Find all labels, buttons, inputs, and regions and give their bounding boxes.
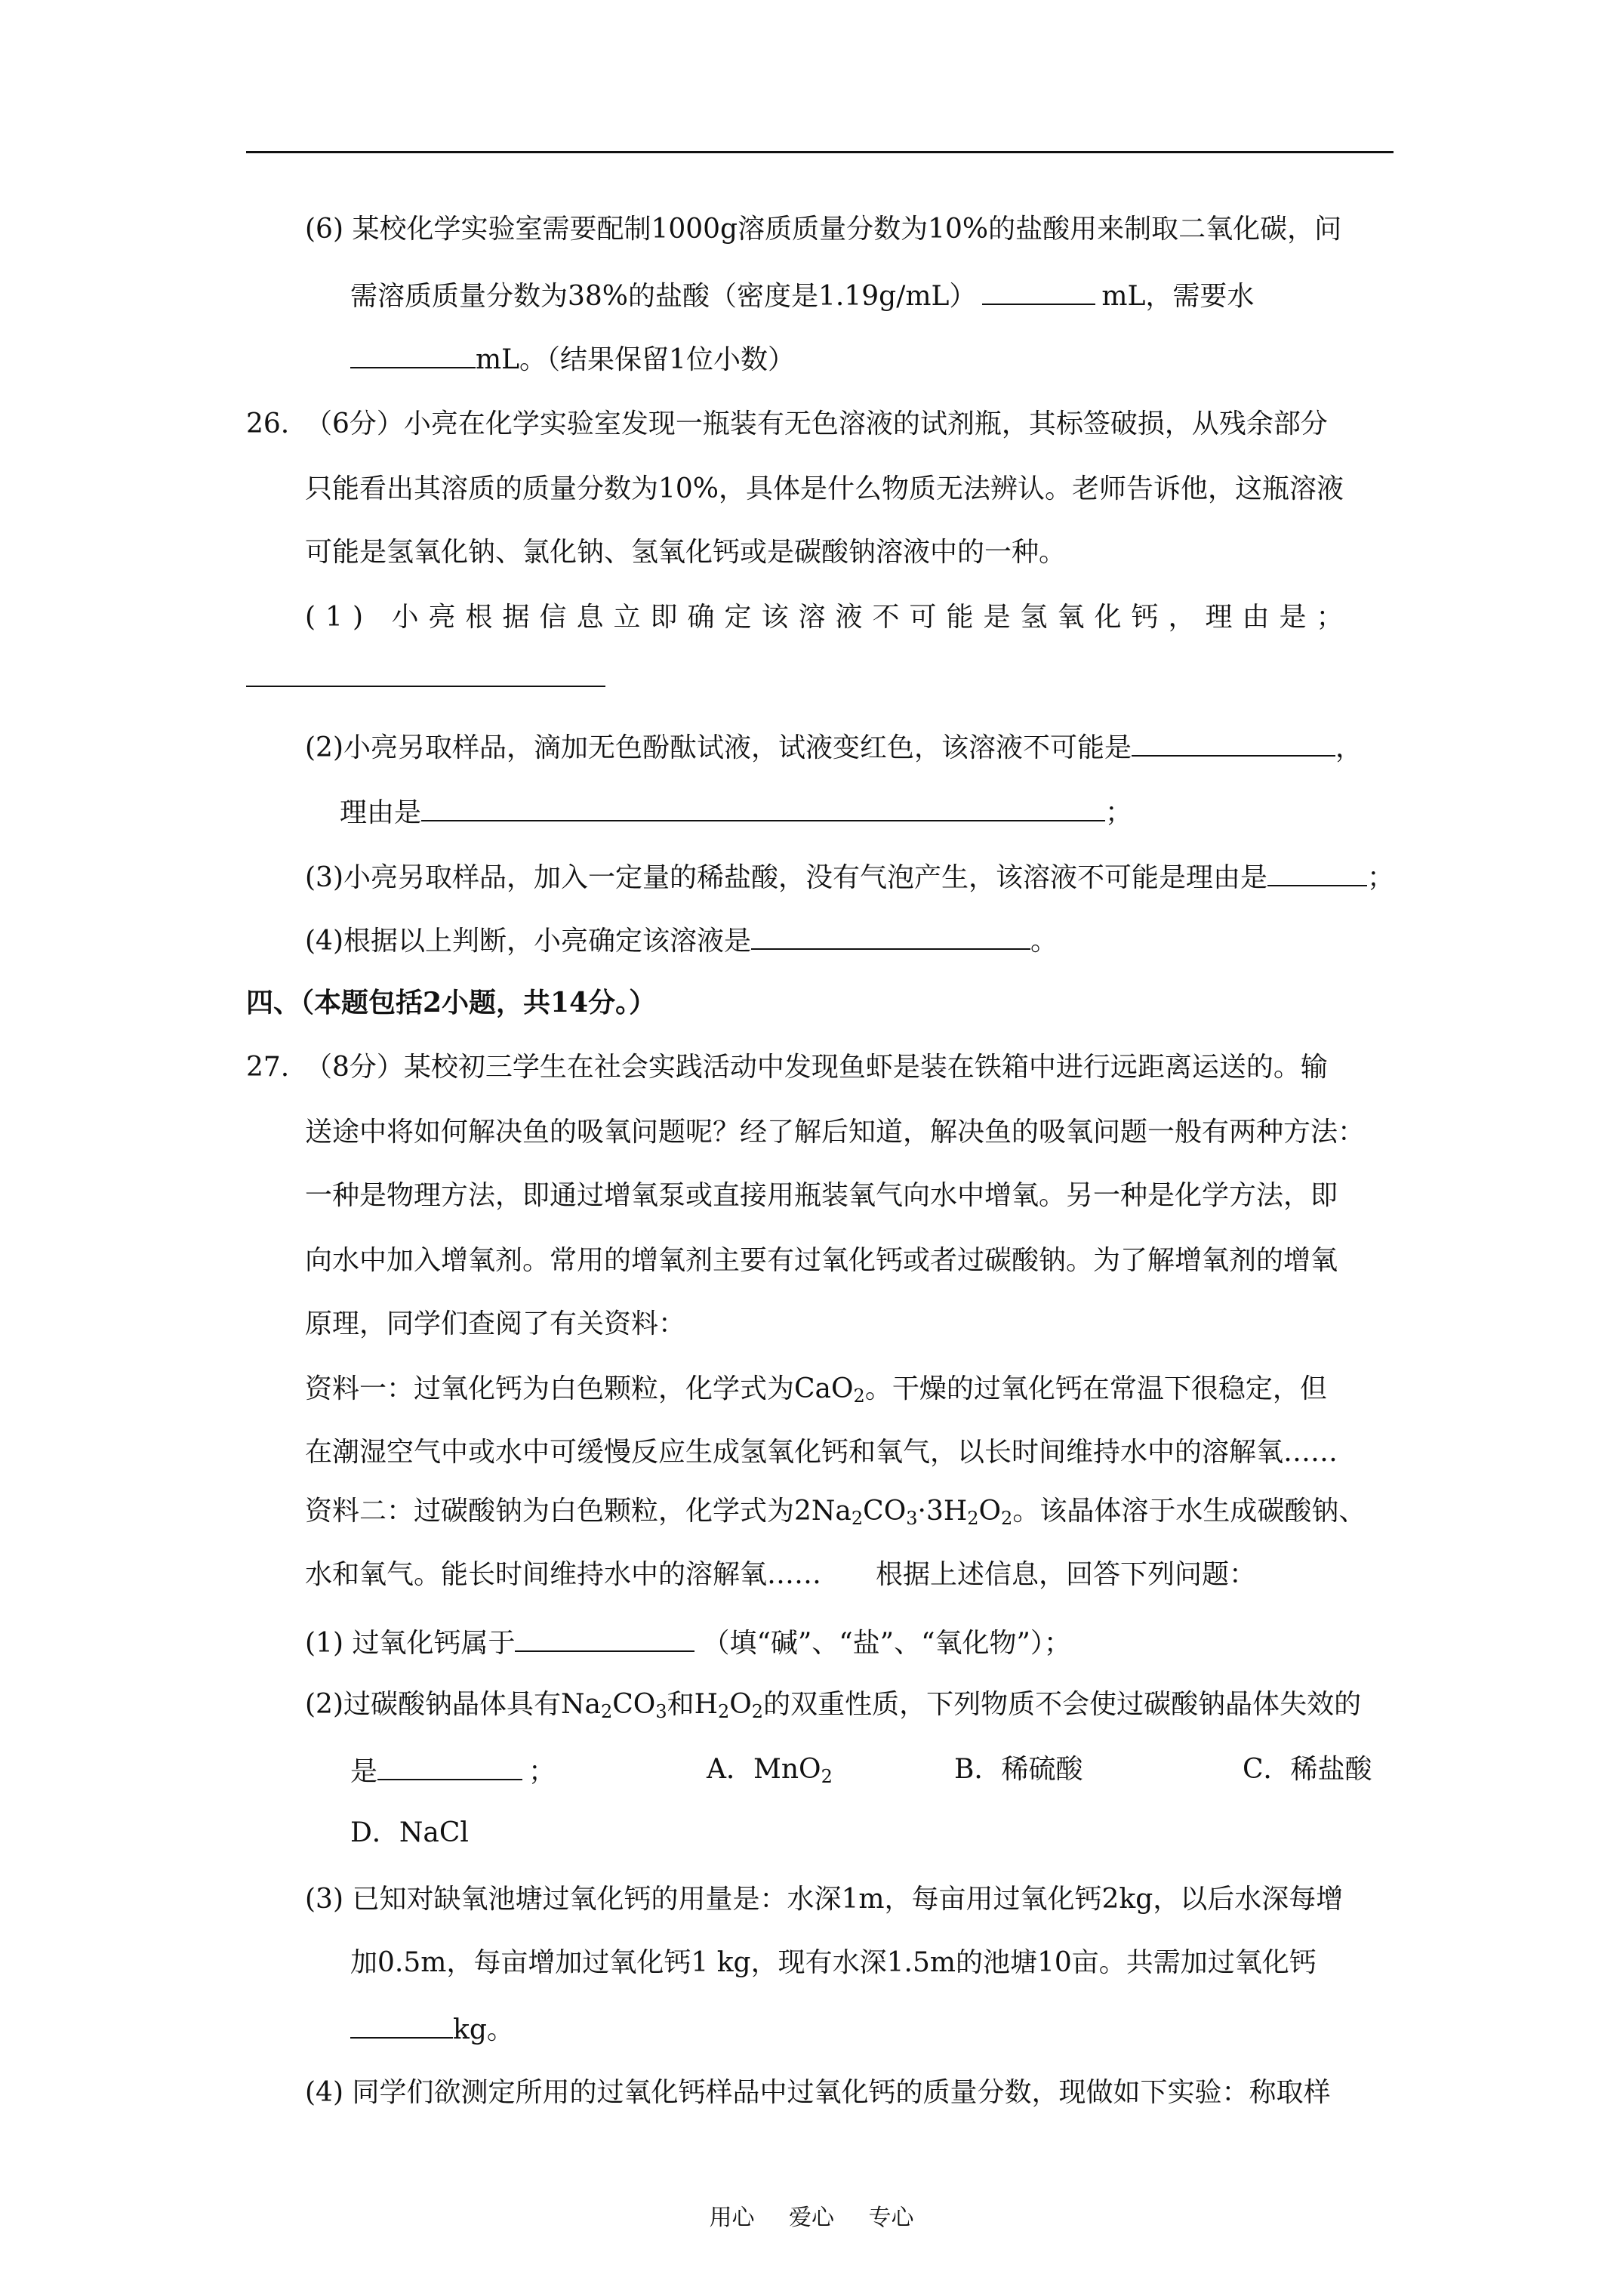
- option-d: D．NaCl: [350, 1817, 469, 1848]
- footer-text-2: 爱心: [789, 2205, 834, 2231]
- q27-part2-sub3: 2: [718, 1701, 730, 1722]
- q27-part2-co: CO: [612, 1689, 656, 1720]
- answer-blank-water-volume[interactable]: [350, 341, 476, 368]
- answer-blank-q26-part3[interactable]: [1267, 859, 1367, 886]
- q27-part2-sub4: 2: [751, 1701, 764, 1722]
- q25-6-line1: (6) 某校化学实验室需要配制1000g溶质质量分数为10%的盐酸用来制取二氧化碳，问: [305, 214, 1342, 245]
- q27-part2: [305, 1688, 1361, 1728]
- q26-number: 26.: [246, 408, 290, 439]
- q27-info2: [305, 1495, 1366, 1535]
- q26-part3-text: (3)小亮另取样品，加入一定量的稀盐酸，没有气泡产生，该溶液不可能是理由是: [305, 862, 1267, 893]
- q27-info2-sub1: 2: [851, 1508, 864, 1529]
- q27-part2-sub2: 3: [655, 1701, 667, 1722]
- section-4-heading: 四、（本题包括2小题，共14分。）: [246, 987, 657, 1019]
- q27-number: 27.: [246, 1052, 290, 1083]
- q25-6-line2-tail: mL，需要水: [1101, 281, 1255, 312]
- q27-info2-co: CO: [863, 1496, 907, 1527]
- q27-info2-text2: 。该晶体溶于水生成碳酸钠、: [1012, 1496, 1366, 1527]
- q27-info1-subscript: 2: [853, 1385, 865, 1407]
- option-a-sub: 2: [821, 1766, 833, 1787]
- q25-6-line2: [350, 278, 1392, 313]
- q26-line2: 只能看出其溶质的质量分数为10%，具体是什么物质无法辨认。老师告诉他，这瓶溶液: [305, 473, 1344, 504]
- q27-info2-text: 资料二：过碳酸钠为白色颗粒，化学式为2Na: [305, 1496, 852, 1527]
- q27-info1-text: 资料一：过氧化钙为白色颗粒，化学式为CaO: [305, 1373, 854, 1404]
- q27-line1: （8分）某校初三学生在社会实践活动中发现鱼虾是装在铁箱中进行远距离运送的。输: [305, 1052, 1328, 1083]
- option-b: B．稀硫酸: [954, 1754, 1083, 1785]
- q27-part3-line1: (3) 已知对缺氧池塘过氧化钙的用量是：水深1m，每亩用过氧化钙2kg，以后水深每增: [305, 1884, 1344, 1915]
- answer-blank-q26-part2-reason[interactable]: [421, 794, 1105, 821]
- option-a-text: A．MnO: [707, 1754, 821, 1785]
- q26-part2-semicolon: ；: [1105, 797, 1133, 828]
- q27-part3-line2: 加0.5m，每亩增加过氧化钙1 kg，现有水深1.5m的池塘10亩。共需加过氧化钙: [350, 1947, 1317, 1978]
- q26-part2-reason-label: 理由是: [340, 797, 422, 828]
- q27-part2-text2: 的双重性质，下列物质不会使过碳酸钠晶体失效的: [763, 1689, 1362, 1720]
- q27-part2-text: (2)过碳酸钠晶体具有Na: [305, 1689, 601, 1720]
- header-rule: [246, 151, 1394, 153]
- q26-part4-text: (4)根据以上判断，小亮确定该溶液是: [305, 926, 751, 957]
- q27-info2-o: O: [978, 1496, 1002, 1527]
- q26-part3-semicolon: ；: [1367, 862, 1395, 893]
- q26-line1: （6分）小亮在化学实验室发现一瓶装有无色溶液的试剂瓶，其标签破损，从残余部分: [305, 408, 1328, 439]
- q27-info1: [305, 1373, 1327, 1413]
- q27-info2-sub3: 2: [967, 1508, 979, 1529]
- q27-line5: 原理，同学们查阅了有关资料：: [305, 1308, 686, 1339]
- q26-part2: [305, 729, 1363, 765]
- q27-part1-text: (1) 过氧化钙属于: [305, 1628, 516, 1659]
- q27-part2-semicolon: ；: [528, 1756, 556, 1787]
- q26-part1: (1) 小亮根据信息立即确定该溶液不可能是氢氧化钙，理由是；: [305, 602, 1354, 633]
- q27-info1-text2: 。干燥的过氧化钙在常温下很稳定，但: [864, 1373, 1327, 1404]
- q27-line4: 向水中加入增氧剂。常用的增氧剂主要有过氧化钙或者过碳酸钠。为了解增氧剂的增氧: [305, 1245, 1338, 1276]
- answer-blank-q27-part1[interactable]: [515, 1625, 694, 1652]
- footer-text-1: 用心: [709, 2205, 755, 2231]
- option-c: C．稀盐酸: [1243, 1754, 1372, 1785]
- q27-part2-h: 和H: [667, 1689, 718, 1720]
- q27-line2: 送途中将如何解决鱼的吸氧问题呢？经了解后知道，解决鱼的吸氧问题一般有两种方法：: [305, 1117, 1366, 1148]
- q27-part2-shi: 是: [350, 1756, 378, 1787]
- q26-part2-text: (2)小亮另取样品，滴加无色酚酞试液，试液变红色，该溶液不可能是: [305, 732, 1132, 763]
- q27-part1-hint: （填“碱”、“盐”、“氧化物”）；: [702, 1628, 1071, 1659]
- q25-6-line3-text: mL。（结果保留1位小数）: [476, 344, 795, 375]
- q26-part3: [305, 859, 1394, 895]
- page-footer: [0, 2203, 1623, 2233]
- answer-blank-q27-part3[interactable]: [350, 2011, 453, 2039]
- q26-part4: [305, 923, 1058, 958]
- q25-6-line3: [350, 341, 795, 377]
- q27-part3-line3: [350, 2011, 514, 2047]
- q27-info2-sub2: 3: [906, 1508, 918, 1529]
- q27-part2-o: O: [729, 1689, 752, 1720]
- option-a: [707, 1753, 833, 1793]
- q27-part2-sub1: 2: [600, 1701, 613, 1722]
- q27-info2-h: ·3H: [917, 1496, 968, 1527]
- q26-line3: 可能是氢氧化钠、氯化钠、氢氧化钙或是碳酸钠溶液中的一种。: [305, 537, 1067, 568]
- q27-part3-unit: kg。: [453, 2014, 514, 2045]
- q27-part1: [305, 1625, 1071, 1660]
- q26-part4-period: 。: [1030, 926, 1058, 957]
- answer-blank-q26-part1[interactable]: [246, 686, 605, 687]
- q27-info2-cont: 水和氧气。能长时间维持水中的溶解氧…… 根据上述信息，回答下列问题：: [305, 1559, 1257, 1590]
- q27-info2-sub4: 2: [1001, 1508, 1013, 1529]
- q26-part2-reason: [340, 794, 1132, 830]
- q26-part2-comma: ，: [1335, 732, 1363, 763]
- answer-blank-hcl-volume[interactable]: [982, 278, 1095, 305]
- q27-part2-options: [350, 1753, 1392, 1789]
- answer-blank-q26-part4[interactable]: [751, 923, 1030, 950]
- answer-blank-q27-part2[interactable]: [377, 1753, 522, 1780]
- footer-text-3: 专心: [868, 2205, 914, 2231]
- q27-info1-cont: 在潮湿空气中或水中可缓慢反应生成氢氧化钙和氧气，以长时间维持水中的溶解氧……: [305, 1437, 1338, 1468]
- answer-blank-q26-part2-substance[interactable]: [1132, 729, 1335, 757]
- q27-line3: 一种是物理方法，即通过增氧泵或直接用瓶装氧气向水中增氧。另一种是化学方法，即: [305, 1180, 1338, 1211]
- q27-part4-line1: (4) 同学们欲测定所用的过氧化钙样品中过氧化钙的质量分数，现做如下实验：称取样: [305, 2077, 1331, 2108]
- q25-6-line2-text: 需溶质质量分数为38%的盐酸（密度是1.19g/mL）: [350, 281, 977, 312]
